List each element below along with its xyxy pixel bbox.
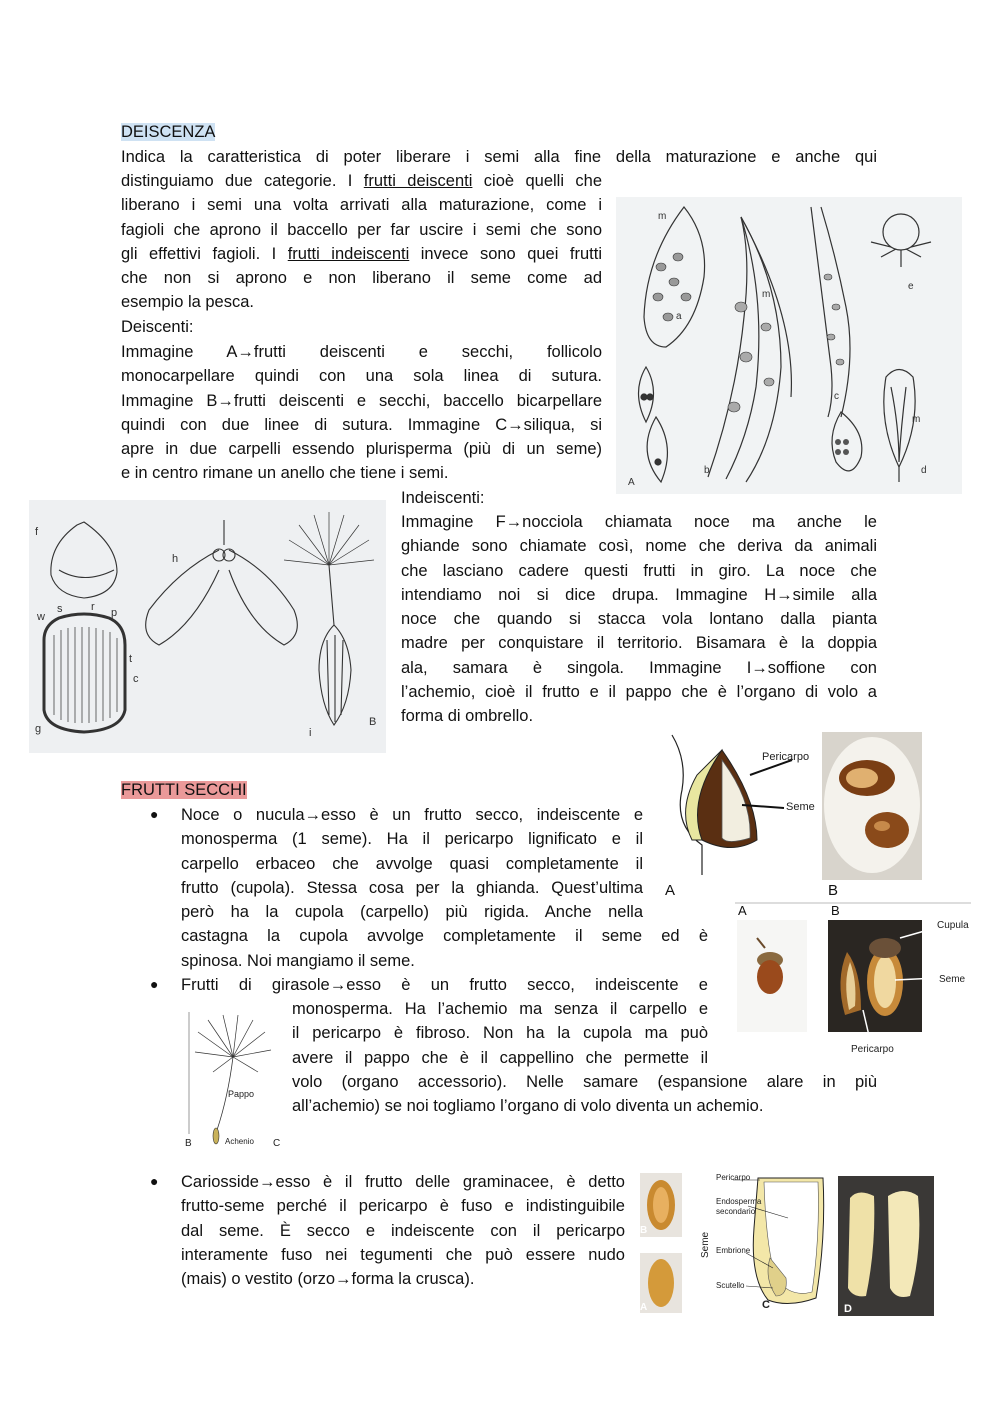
figure-indehiscent-fruits [29,500,386,753]
text-segment: che non si aprono e non liberano il seme come ad [121,269,602,288]
fig2-label-i: i [309,727,312,739]
text-line: frutto-seme perché il pericarpo è fuso e indistinguibile [181,1197,625,1216]
indeiscenti-label-text: Indeiscenti: [401,489,485,507]
nut-label-seme: Seme [786,801,815,813]
text-line: Immagine A→frutti deiscenti e secchi, follicolo [121,343,602,361]
text-line: monosperma. Ha l’achemio ma senza il carpello e [292,1000,708,1018]
heading-deiscenza [121,120,215,144]
grain-label-B: B [640,1225,648,1236]
acorn-label-B: B [831,903,840,918]
dandelion-label-achenio: Achenio [225,1137,254,1146]
fig2-label-h: h [172,553,179,565]
grain-label-secondario: secondario [716,1207,756,1216]
fig2-label-p: p [111,607,118,619]
fig2-label-t: t [129,653,133,665]
text-segment: distinguiamo due categorie. I [121,172,364,190]
dandelion-label-B: B [185,1138,192,1149]
text-line: noce che quando si stacca vola lontano dalla pianta [401,610,877,629]
fig1-label-m3: m [912,414,921,425]
text-line [121,266,602,290]
indeiscenti-label [401,486,484,510]
bullet-cariosside: ● [150,1173,159,1189]
text-line: all’achemio) se noi togliamo l’organo di volo diventa un achemio. [292,1097,764,1116]
text-segment: gli effettivi fagioli. I [121,244,288,263]
text-line: ghiande sono chiamate così, nome che deriva da animali [401,537,877,556]
bullet-girasole: ● [150,976,159,992]
figure-nut [662,730,922,900]
acorn-label-seme: Seme [939,974,966,985]
text-line: forma di ombrello. [401,707,534,726]
text-line: avere il pappo che è il cappellino che permette il [292,1048,708,1067]
text-line: intendiamo noi si dice drupa. Immagine H→simile alla [401,585,877,604]
heading-text: DEISCENZA [121,123,216,141]
text-segment: invece sono quei frutti [409,244,602,263]
text-line: volo (organo accessorio). Nelle samare (espansione alare in più [292,1072,877,1091]
fig2-label-r: r [91,601,95,613]
figure-dandelion [183,1012,281,1150]
text-segment: cioè quelli che [472,172,602,190]
figure-acorn [735,900,971,1060]
text-line: Immagine F→nocciola chiamata noce ma anche le [401,513,877,531]
paragraph-categories [121,169,602,315]
cariosside-paragraph [181,1170,625,1291]
text-line: ala, samara è singola. Immagine I→soffione con [401,658,877,677]
text-line: castagna la cupola avvolge completamente il seme ed è [181,927,708,946]
text-line [121,242,602,266]
bullet-noce: ● [150,806,159,822]
grain-label-endosperma: Endosperma [716,1197,762,1206]
fig2-label-c: c [133,673,139,685]
grain-label-D: D [844,1303,852,1315]
underlined-term: frutti indeiscenti [287,244,410,263]
intro-text: Indica la caratteristica di poter liberare i semi alla fine della maturazione e anche qui [121,148,877,166]
text-line: monocarpellare quindi con una sola linea di sutura. [121,367,602,386]
nut-label-pericarpo: Pericarpo [762,751,810,763]
grain-label-seme: Seme [700,1231,711,1258]
figure-caryopsis [638,1168,938,1316]
girasole-line1 [181,973,708,997]
text-line: frutto (cupola). Stessa cosa per la ghianda. Quest’ultima [181,878,643,897]
fig2-label-B: B [369,716,377,728]
text-line: però ha la cupola (carpello) più rigida. Anche nella [181,903,643,922]
fig1-label-a: a [676,311,682,322]
text-line: apre in due carpelli essendo plurisperma (più di un seme) [121,440,602,459]
acorn-label-cupula: Cupula [937,920,969,931]
text-segment: fagioli che aprono il baccello per far uscire i semi che sono [121,220,602,239]
figure-dehiscent-fruits [616,197,962,494]
fig2-label-g: g [35,723,42,735]
dandelion-label-pappo: Pappo [228,1089,255,1099]
text-line: spinosa. Noi mangiamo il seme. [181,951,415,970]
grain-label-C: C [762,1299,770,1311]
fig2-label-f: f [35,526,39,538]
intro-line [121,145,877,169]
deiscenti-paragraph [121,340,602,486]
text-line: l’achemio, cioè il frutto e il pappo che è l’organo di volo a [401,683,877,702]
text-line: monosperma (1 seme). Ha il pericarpo lignificato e il [181,830,643,849]
text-line: (mais) o vestito (orzo→forma la crusca). [181,1270,475,1289]
grain-label-A: A [640,1302,648,1313]
text-line: madre per conquistare il territorio. Bisamara è la doppia [401,634,877,653]
grain-label-scutello: Scutello [716,1281,745,1290]
text-line: Cariosside→esso è il frutto delle graminacee, è detto [181,1173,625,1191]
grain-label-embrione: Embrione [716,1246,751,1255]
fig1-label-e: e [908,281,914,292]
grain-label-pericarpo: Pericarpo [716,1173,751,1182]
indeiscenti-paragraph [401,510,877,729]
deiscenti-label-text: Deiscenti: [121,318,194,336]
text-segment: liberano i semi una volta arrivati alla maturazione, come i [121,196,602,215]
text-line: e in centro rimane un anello che tiene i semi. [121,464,449,483]
noce-paragraph [181,803,708,973]
nut-label-B: B [828,882,839,899]
underlined-term: frutti deiscenti [363,172,473,190]
text-line: dal seme. È secco e indeiscente con il pericarpo [181,1221,625,1240]
girasole-line1-text: Frutti di girasole→esso è un frutto secco, indeiscente e [181,976,708,994]
nut-label-A: A [665,882,676,899]
text-line: che lasciano cadere questi frutti in giro. La noce che [401,561,877,580]
text-line [121,193,602,217]
acorn-label-A: A [738,903,747,918]
heading2-text: FRUTTI SECCHI [121,781,247,799]
text-line: il pericarpo è fibroso. Non ha la cupola ma può [292,1024,708,1043]
text-line: Noce o nucula→esso è un frutto secco, indeiscente e [181,806,643,824]
text-line: interamente fuso nei tegumenti che può essere nudo [181,1245,625,1264]
text-line [121,218,602,242]
text-line [121,290,602,314]
fig1-label-m1: m [658,211,667,222]
acorn-label-pericarpo: Pericarpo [851,1044,894,1055]
fig2-label-s: s [57,603,63,615]
text-line: quindi con due linee di sutura. Immagine C→siliqua, si [121,415,602,434]
fig1-label-A: A [628,477,635,488]
text-line [121,169,602,193]
fig1-label-m2: m [762,289,771,300]
fig1-label-b: b [704,465,710,476]
deiscenti-label [121,315,193,339]
text-line: carpello erbaceo che avvolge quasi completamente il [181,854,643,873]
text-segment: esempio la pesca. [121,293,254,312]
fig2-label-w: w [37,611,45,623]
fig1-label-c: c [834,391,839,402]
fig1-label-d: d [921,465,927,476]
dandelion-label-C: C [273,1138,281,1149]
text-line: Immagine B→frutti deiscenti e secchi, baccello bicarpellare [121,391,602,410]
heading-frutti-secchi [121,778,247,802]
